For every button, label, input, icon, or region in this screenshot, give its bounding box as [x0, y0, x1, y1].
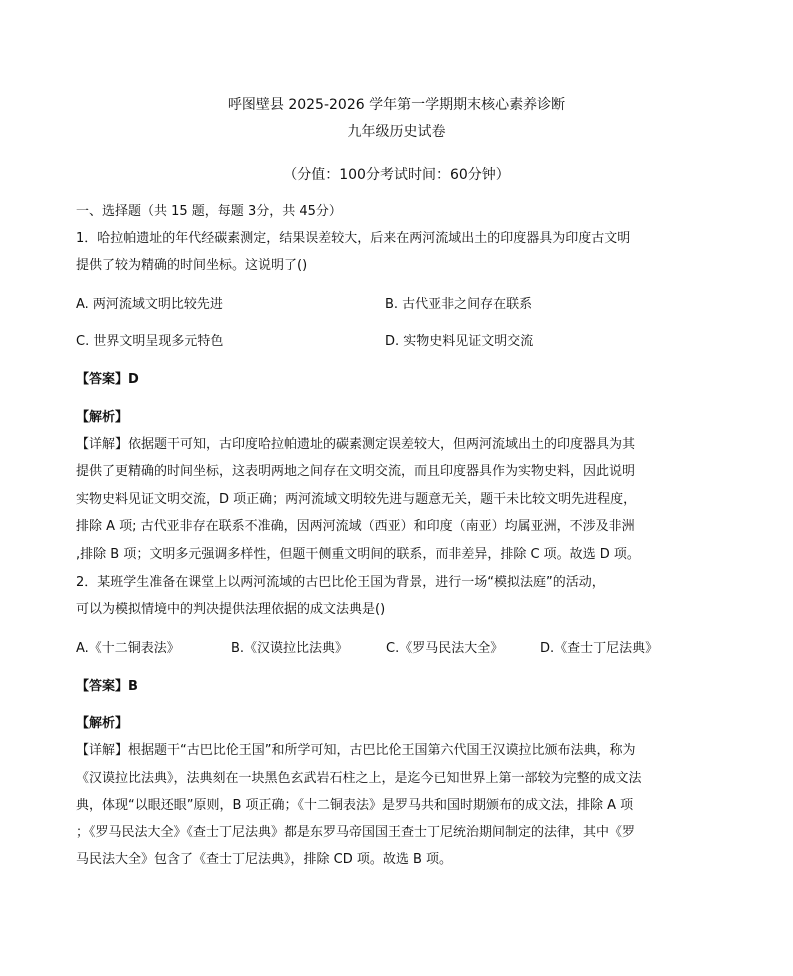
q1-stem-line1: 1．哈拉帕遗址的年代经碳素测定，结果误差较大，后来在两河流域出土的印度器具为印度古文明	[76, 231, 631, 246]
q1-stem-line2: 提供了较为精确的时间坐标。这说明了()	[76, 258, 308, 273]
q1-option-d: D. 实物史料见证文明交流	[385, 334, 534, 349]
q2-option-c: C.《罗马民法大全》	[386, 641, 504, 656]
q2-detail-line: 《汉谟拉比法典》，法典刻在一块黑色玄武岩石柱之上，是迄今已知世界上第一部较为完整的成文法	[76, 771, 642, 786]
q2-detail-line: 马民法大全》包含了《查士丁尼法典》，排除 CD 项。故选 B 项。	[76, 852, 453, 867]
q1-analysis-label: 【解析】	[76, 410, 129, 425]
q2-analysis-label: 【解析】	[76, 716, 129, 731]
q2-stem-line1: 2．某班学生准备在课堂上以两河流域的古巴比伦王国为背景，进行一场“模拟法庭”的活动，	[76, 575, 605, 590]
q1-option-b: B. 古代亚非之间存在联系	[385, 297, 533, 312]
q1-option-c: C. 世界文明呈现多元特色	[76, 334, 224, 349]
q2-option-b: B.《汉谟拉比法典》	[231, 641, 349, 656]
section-heading: 一、选择题（共 15 题，每题 3分，共 45分）	[76, 204, 342, 219]
q1-detail-line: ,排除 B 项；文明多元强调多样性，但题干侧重文明间的联系，而非差异，排除 C 项。故选 D 项。	[76, 547, 640, 562]
q2-option-d: D.《查士丁尼法典》	[540, 641, 659, 656]
q2-detail-line: 【详解】根据题干“古巴比伦王国”和所学可知，古巴比伦王国第六代国王汉谟拉比颁布法典，称为	[76, 743, 636, 758]
q2-detail-line: 典，体现“以眼还眼”原则，B 项正确；《十二铜表法》是罗马共和国时期颁布的成文法，排除 A 项	[76, 798, 634, 813]
q1-detail-line: 提供了更精确的时间坐标，这表明两地之间存在文明交流，而且印度器具作为实物史料，因此说明	[76, 464, 636, 479]
exam-subtitle: 九年级历史试卷	[347, 124, 446, 140]
q1-detail-line: 【详解】依据题干可知，古印度哈拉帕遗址的碳素测定误差较大，但两河流域出土的印度器具为其	[76, 437, 636, 452]
q2-stem-line2: 可以为模拟情境中的判决提供法理依据的成文法典是()	[76, 602, 386, 617]
q1-answer: 【答案】D	[76, 372, 139, 387]
q2-answer: 【答案】B	[76, 679, 138, 694]
q2-option-a: A.《十二铜表法》	[76, 641, 180, 656]
q1-option-a: A. 两河流域文明比较先进	[76, 297, 223, 312]
score-time-info: （分值：100分考试时间：60分钟）	[283, 167, 510, 183]
q1-detail-line: 排除 A 项; 古代亚非存在联系不准确，因两河流域（西亚）和印度（南亚）均属亚洲，不涉及非洲	[76, 519, 635, 534]
exam-title: 呼图壁县 2025-2026 学年第一学期期末核心素养诊断	[227, 97, 566, 113]
q1-detail-line: 实物史料见证文明交流，D 项正确；两河流域文明较先进与题意无关，题干未比较文明先进程度，	[76, 492, 637, 507]
q2-detail-line: ；《罗马民法大全》《查士丁尼法典》都是东罗马帝国国王查士丁尼统治期间制定的法律，其中《罗	[76, 825, 636, 840]
